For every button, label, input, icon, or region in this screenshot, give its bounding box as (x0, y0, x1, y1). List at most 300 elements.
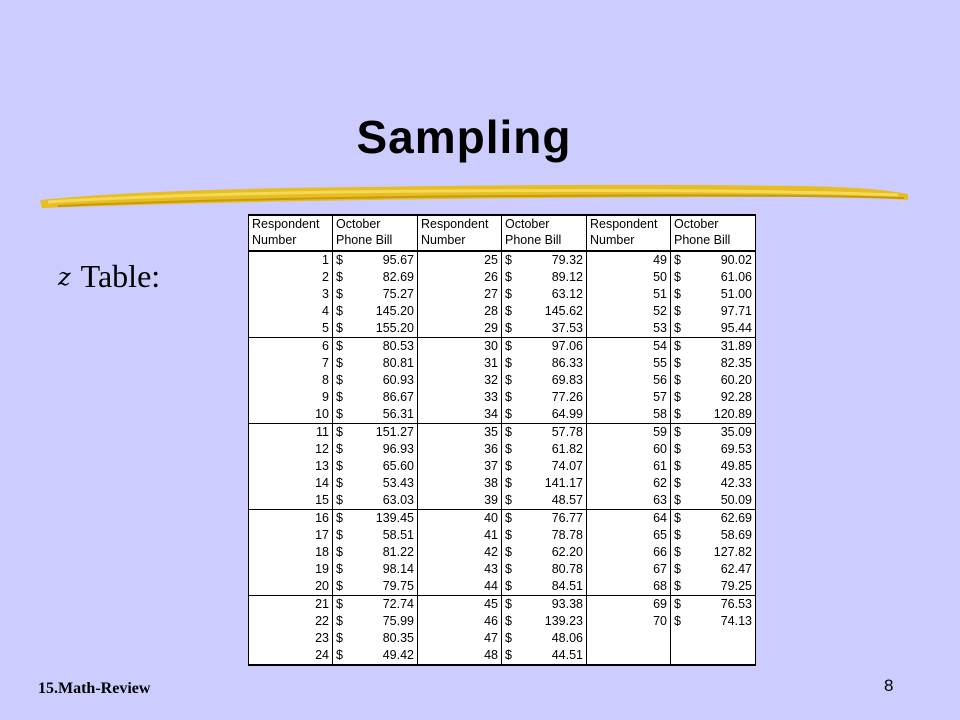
currency-symbol: $ (336, 253, 343, 267)
table-row (249, 613, 756, 630)
currency-symbol: $ (674, 356, 681, 370)
phone-bill-cell (502, 355, 587, 372)
bill-amount: 75.27 (382, 287, 414, 301)
currency-symbol: $ (505, 339, 512, 353)
phone-bill-cell (671, 389, 756, 406)
respondent-number-cell: 65 (587, 527, 671, 544)
currency-symbol: $ (674, 407, 681, 421)
respondent-number-cell: 27 (418, 286, 502, 303)
respondent-number-cell: 68 (587, 578, 671, 596)
phone-bill-cell (333, 372, 418, 389)
phone-bill-table (248, 214, 756, 666)
currency-symbol: $ (336, 631, 343, 645)
bill-amount: 95.67 (382, 253, 414, 267)
bill-amount: 86.33 (551, 356, 583, 370)
bullet-icon: z (58, 262, 71, 291)
bill-amount: 72.74 (382, 597, 414, 611)
phone-bill-cell (502, 596, 587, 614)
bill-amount: 155.20 (375, 321, 414, 335)
bill-amount: 82.35 (720, 356, 752, 370)
bill-amount: 56.31 (382, 407, 414, 421)
table-header-cell: October Phone Bill (502, 215, 587, 251)
phone-bill-cell (671, 475, 756, 492)
currency-symbol: $ (674, 476, 681, 490)
currency-symbol: $ (336, 648, 343, 662)
table-row (249, 647, 756, 665)
respondent-number-cell: 37 (418, 458, 502, 475)
respondent-number-cell: 66 (587, 544, 671, 561)
phone-bill-cell (502, 286, 587, 303)
currency-symbol: $ (674, 493, 681, 507)
phone-bill-cell (502, 320, 587, 338)
bill-amount: 82.69 (382, 270, 414, 284)
currency-symbol: $ (674, 579, 681, 593)
phone-bill-cell (502, 630, 587, 647)
table-row (249, 338, 756, 356)
phone-bill-cell (671, 424, 756, 442)
currency-symbol: $ (505, 321, 512, 335)
table-header-row (249, 215, 756, 251)
bill-amount: 49.85 (720, 459, 752, 473)
table-row (249, 596, 756, 614)
bill-amount: 120.89 (713, 407, 752, 421)
respondent-number-cell: 39 (418, 492, 502, 510)
currency-symbol: $ (674, 339, 681, 353)
currency-symbol: $ (674, 597, 681, 611)
bullet-item (58, 258, 160, 295)
currency-symbol: $ (336, 407, 343, 421)
respondent-number-cell: 20 (249, 578, 333, 596)
currency-symbol: $ (674, 287, 681, 301)
phone-bill-cell (671, 613, 756, 630)
respondent-number-cell: 2 (249, 269, 333, 286)
currency-symbol: $ (336, 442, 343, 456)
respondent-number-cell: 61 (587, 458, 671, 475)
bill-amount: 139.23 (544, 614, 583, 628)
currency-symbol: $ (674, 562, 681, 576)
currency-symbol: $ (505, 579, 512, 593)
phone-bill-cell (502, 338, 587, 356)
phone-bill-cell (333, 269, 418, 286)
currency-symbol: $ (505, 287, 512, 301)
respondent-number-cell: 32 (418, 372, 502, 389)
currency-symbol: $ (505, 528, 512, 542)
respondent-number-cell: 56 (587, 372, 671, 389)
currency-symbol: $ (674, 304, 681, 318)
phone-bill-cell (502, 372, 587, 389)
phone-bill-cell (502, 475, 587, 492)
phone-bill-cell (502, 510, 587, 528)
bill-amount: 139.45 (375, 511, 414, 525)
bill-amount: 58.69 (720, 528, 752, 542)
bill-amount: 79.75 (382, 579, 414, 593)
bill-amount: 81.22 (382, 545, 414, 559)
phone-bill-cell (671, 544, 756, 561)
respondent-number-cell: 3 (249, 286, 333, 303)
bill-amount: 95.44 (720, 321, 752, 335)
footer-course-label: 15.Math-Review (38, 680, 151, 697)
phone-bill-cell (671, 647, 756, 665)
bill-amount: 31.89 (720, 339, 752, 353)
respondent-number-cell: 43 (418, 561, 502, 578)
respondent-number-cell: 35 (418, 424, 502, 442)
bill-amount: 60.93 (382, 373, 414, 387)
bill-amount: 49.42 (382, 648, 414, 662)
respondent-number-cell: 23 (249, 630, 333, 647)
bill-amount: 53.43 (382, 476, 414, 490)
currency-symbol: $ (336, 373, 343, 387)
bill-amount: 93.38 (551, 597, 583, 611)
bill-amount: 62.47 (720, 562, 752, 576)
currency-symbol: $ (674, 528, 681, 542)
currency-symbol: $ (505, 304, 512, 318)
bill-amount: 51.00 (720, 287, 752, 301)
currency-symbol: $ (505, 442, 512, 456)
phone-bill-cell (333, 441, 418, 458)
phone-bill-cell (333, 303, 418, 320)
slide-page-number: 8 (884, 676, 894, 695)
respondent-number-cell: 6 (249, 338, 333, 356)
table-row (249, 406, 756, 424)
bill-amount: 75.99 (382, 614, 414, 628)
respondent-number-cell: 58 (587, 406, 671, 424)
bill-amount: 58.51 (382, 528, 414, 542)
currency-symbol: $ (336, 356, 343, 370)
bill-amount: 98.14 (382, 562, 414, 576)
respondent-number-cell: 9 (249, 389, 333, 406)
phone-bill-cell (333, 578, 418, 596)
respondent-number-cell: 54 (587, 338, 671, 356)
phone-bill-cell (333, 338, 418, 356)
currency-symbol: $ (336, 476, 343, 490)
respondent-number-cell: 49 (587, 251, 671, 269)
bill-amount: 78.78 (551, 528, 583, 542)
respondent-number-cell: 53 (587, 320, 671, 338)
bill-amount: 57.78 (551, 425, 583, 439)
bill-amount: 80.35 (382, 631, 414, 645)
phone-bill-cell (502, 561, 587, 578)
respondent-number-cell: 52 (587, 303, 671, 320)
bill-amount: 76.77 (551, 511, 583, 525)
phone-bill-cell (502, 406, 587, 424)
respondent-number-cell: 12 (249, 441, 333, 458)
bill-amount: 77.26 (551, 390, 583, 404)
respondent-number-cell: 70 (587, 613, 671, 630)
phone-bill-cell (333, 510, 418, 528)
currency-symbol: $ (336, 390, 343, 404)
currency-symbol: $ (505, 270, 512, 284)
respondent-number-cell (587, 647, 671, 665)
respondent-number-cell: 29 (418, 320, 502, 338)
phone-bill-cell (502, 303, 587, 320)
currency-symbol: $ (674, 442, 681, 456)
currency-symbol: $ (674, 321, 681, 335)
bill-amount: 145.20 (375, 304, 414, 318)
respondent-number-cell: 50 (587, 269, 671, 286)
respondent-number-cell: 4 (249, 303, 333, 320)
respondent-number-cell: 21 (249, 596, 333, 614)
bill-amount: 96.93 (382, 442, 414, 456)
currency-symbol: $ (336, 545, 343, 559)
currency-symbol: $ (505, 425, 512, 439)
respondent-number-cell: 41 (418, 527, 502, 544)
bill-amount: 89.12 (551, 270, 583, 284)
phone-bill-cell (333, 527, 418, 544)
bill-amount: 141.17 (544, 476, 583, 490)
respondent-number-cell: 26 (418, 269, 502, 286)
phone-bill-cell (671, 251, 756, 269)
respondent-number-cell: 47 (418, 630, 502, 647)
slide-title: Sampling (356, 111, 572, 163)
bill-amount: 63.12 (551, 287, 583, 301)
respondent-number-cell: 51 (587, 286, 671, 303)
respondent-number-cell: 67 (587, 561, 671, 578)
respondent-number-cell: 14 (249, 475, 333, 492)
phone-bill-cell (502, 269, 587, 286)
phone-bill-cell (671, 406, 756, 424)
phone-bill-cell (502, 424, 587, 442)
respondent-number-cell: 48 (418, 647, 502, 665)
bill-amount: 80.78 (551, 562, 583, 576)
bill-amount: 145.62 (544, 304, 583, 318)
bill-amount: 44.51 (551, 648, 583, 662)
currency-symbol: $ (505, 493, 512, 507)
currency-symbol: $ (674, 425, 681, 439)
bill-amount: 79.25 (720, 579, 752, 593)
phone-bill-cell (671, 527, 756, 544)
currency-symbol: $ (336, 339, 343, 353)
phone-bill-cell (671, 561, 756, 578)
respondent-number-cell: 63 (587, 492, 671, 510)
phone-bill-cell (502, 647, 587, 665)
bill-amount: 97.71 (720, 304, 752, 318)
bill-amount: 60.20 (720, 373, 752, 387)
table-header-cell: October Phone Bill (671, 215, 756, 251)
currency-symbol: $ (505, 253, 512, 267)
phone-bill-cell (502, 441, 587, 458)
phone-bill-cell (333, 492, 418, 510)
currency-symbol: $ (674, 511, 681, 525)
phone-bill-cell (333, 424, 418, 442)
table-row (249, 372, 756, 389)
respondent-number-cell: 7 (249, 355, 333, 372)
phone-bill-cell (333, 561, 418, 578)
currency-symbol: $ (674, 614, 681, 628)
table-row (249, 355, 756, 372)
respondent-number-cell: 18 (249, 544, 333, 561)
respondent-number-cell: 1 (249, 251, 333, 269)
table-header-cell: Respondent Number (418, 215, 502, 251)
phone-bill-cell (333, 458, 418, 475)
phone-bill-cell (671, 372, 756, 389)
bill-amount: 42.33 (720, 476, 752, 490)
respondent-number-cell: 69 (587, 596, 671, 614)
currency-symbol: $ (674, 373, 681, 387)
respondent-number-cell: 24 (249, 647, 333, 665)
phone-bill-cell (333, 475, 418, 492)
respondent-number-cell: 64 (587, 510, 671, 528)
respondent-number-cell: 36 (418, 441, 502, 458)
currency-symbol: $ (336, 304, 343, 318)
table-row (249, 251, 756, 269)
respondent-number-cell: 8 (249, 372, 333, 389)
table-header-cell: Respondent Number (587, 215, 671, 251)
bill-amount: 74.07 (551, 459, 583, 473)
table-row (249, 458, 756, 475)
respondent-number-cell: 46 (418, 613, 502, 630)
phone-bill-cell (671, 320, 756, 338)
currency-symbol: $ (505, 597, 512, 611)
currency-symbol: $ (336, 562, 343, 576)
table-row (249, 527, 756, 544)
phone-bill-cell (333, 596, 418, 614)
phone-bill-cell (333, 630, 418, 647)
respondent-number-cell: 42 (418, 544, 502, 561)
bill-amount: 127.82 (713, 545, 752, 559)
currency-symbol: $ (505, 476, 512, 490)
currency-symbol: $ (336, 511, 343, 525)
currency-symbol: $ (505, 545, 512, 559)
table-row (249, 475, 756, 492)
phone-bill-cell (333, 544, 418, 561)
phone-bill-cell (333, 251, 418, 269)
currency-symbol: $ (505, 356, 512, 370)
respondent-number-cell: 10 (249, 406, 333, 424)
table-row (249, 561, 756, 578)
phone-bill-cell (671, 441, 756, 458)
phone-bill-cell (671, 355, 756, 372)
table-header-cell: Respondent Number (249, 215, 333, 251)
phone-bill-cell (333, 406, 418, 424)
bill-amount: 35.09 (720, 425, 752, 439)
currency-symbol: $ (505, 614, 512, 628)
phone-bill-cell (502, 492, 587, 510)
bill-amount: 69.53 (720, 442, 752, 456)
respondent-number-cell: 22 (249, 613, 333, 630)
respondent-number-cell: 31 (418, 355, 502, 372)
phone-bill-cell (671, 303, 756, 320)
bullet-text: Table: (80, 258, 161, 294)
bill-amount: 65.60 (382, 459, 414, 473)
currency-symbol: $ (674, 270, 681, 284)
currency-symbol: $ (336, 597, 343, 611)
table-row (249, 544, 756, 561)
respondent-number-cell: 25 (418, 251, 502, 269)
bill-amount: 69.83 (551, 373, 583, 387)
currency-symbol: $ (336, 459, 343, 473)
phone-bill-cell (671, 269, 756, 286)
bill-amount: 92.28 (720, 390, 752, 404)
bill-amount: 48.06 (551, 631, 583, 645)
bill-amount: 79.32 (551, 253, 583, 267)
phone-bill-cell (671, 492, 756, 510)
phone-bill-cell (671, 458, 756, 475)
respondent-number-cell: 13 (249, 458, 333, 475)
currency-symbol: $ (505, 562, 512, 576)
currency-symbol: $ (505, 511, 512, 525)
phone-bill-cell (671, 286, 756, 303)
currency-symbol: $ (336, 321, 343, 335)
phone-bill-cell (333, 389, 418, 406)
title-underline-brushstroke (38, 178, 910, 212)
respondent-number-cell: 30 (418, 338, 502, 356)
bill-amount: 90.02 (720, 253, 752, 267)
currency-symbol: $ (336, 425, 343, 439)
currency-symbol: $ (674, 459, 681, 473)
bill-amount: 62.69 (720, 511, 752, 525)
bill-amount: 86.67 (382, 390, 414, 404)
currency-symbol: $ (336, 579, 343, 593)
currency-symbol: $ (505, 648, 512, 662)
currency-symbol: $ (336, 287, 343, 301)
currency-symbol: $ (505, 390, 512, 404)
phone-bill-cell (671, 338, 756, 356)
currency-symbol: $ (674, 253, 681, 267)
currency-symbol: $ (336, 493, 343, 507)
phone-bill-cell (333, 613, 418, 630)
currency-symbol: $ (505, 631, 512, 645)
bill-amount: 63.03 (382, 493, 414, 507)
respondent-number-cell: 38 (418, 475, 502, 492)
respondent-number-cell: 17 (249, 527, 333, 544)
respondent-number-cell: 45 (418, 596, 502, 614)
respondent-number-cell: 40 (418, 510, 502, 528)
bill-amount: 37.53 (551, 321, 583, 335)
bill-amount: 84.51 (551, 579, 583, 593)
bill-amount: 80.53 (382, 339, 414, 353)
bill-amount: 80.81 (382, 356, 414, 370)
bill-amount: 97.06 (551, 339, 583, 353)
currency-symbol: $ (505, 407, 512, 421)
table-row (249, 510, 756, 528)
respondent-number-cell: 19 (249, 561, 333, 578)
bill-amount: 48.57 (551, 493, 583, 507)
bill-amount: 61.82 (551, 442, 583, 456)
table-row (249, 389, 756, 406)
respondent-number-cell: 34 (418, 406, 502, 424)
table-row (249, 492, 756, 510)
currency-symbol: $ (505, 373, 512, 387)
respondent-number-cell: 11 (249, 424, 333, 442)
phone-bill-cell (333, 286, 418, 303)
table-row (249, 269, 756, 286)
phone-bill-cell (502, 613, 587, 630)
phone-bill-cell (333, 320, 418, 338)
respondent-number-cell: 59 (587, 424, 671, 442)
respondent-number-cell: 5 (249, 320, 333, 338)
respondent-number-cell: 28 (418, 303, 502, 320)
table-row (249, 630, 756, 647)
currency-symbol: $ (336, 614, 343, 628)
table-row (249, 303, 756, 320)
phone-bill-cell (502, 251, 587, 269)
phone-bill-cell (671, 510, 756, 528)
respondent-number-cell (587, 630, 671, 647)
respondent-number-cell: 60 (587, 441, 671, 458)
phone-bill-cell (333, 355, 418, 372)
phone-bill-cell (502, 544, 587, 561)
respondent-number-cell: 57 (587, 389, 671, 406)
respondent-number-cell: 33 (418, 389, 502, 406)
table-row (249, 441, 756, 458)
respondent-number-cell: 62 (587, 475, 671, 492)
currency-symbol: $ (505, 459, 512, 473)
bill-amount: 151.27 (375, 425, 414, 439)
bill-amount: 61.06 (720, 270, 752, 284)
currency-symbol: $ (336, 528, 343, 542)
respondent-number-cell: 44 (418, 578, 502, 596)
phone-bill-cell (671, 578, 756, 596)
